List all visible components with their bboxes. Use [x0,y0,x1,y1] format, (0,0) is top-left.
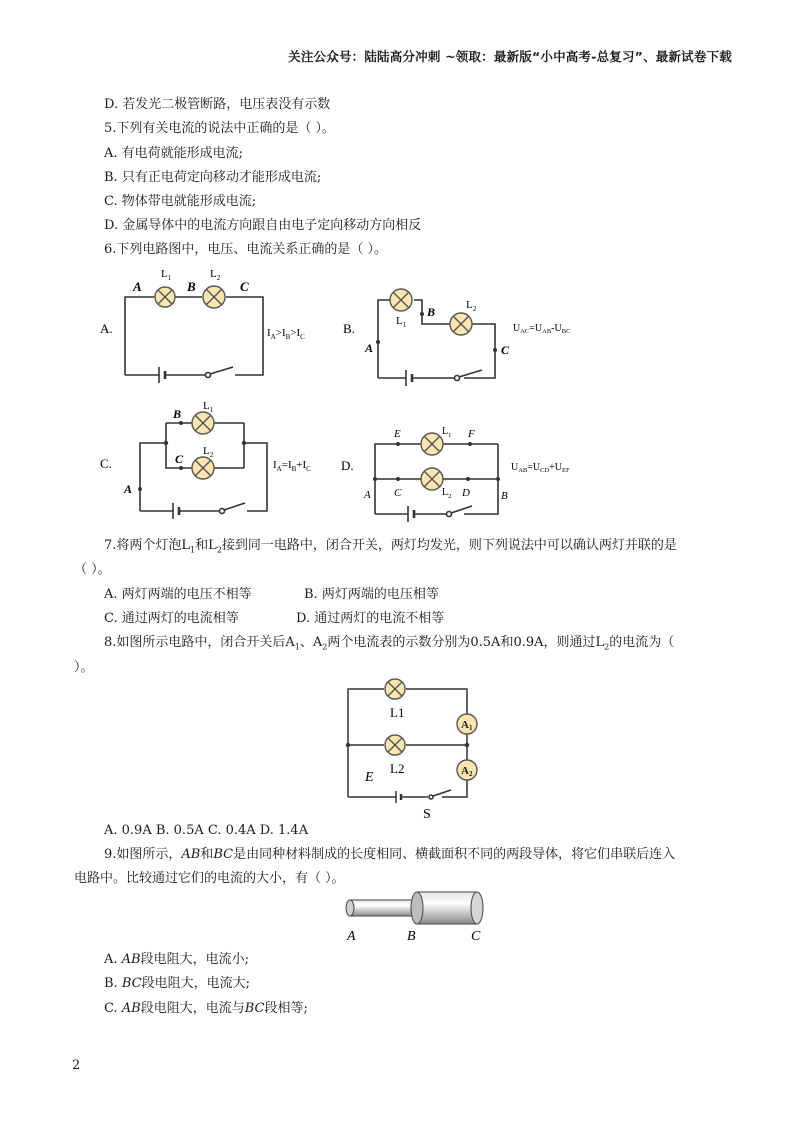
page-number: 2 [72,1058,81,1073]
lamp-l1-label: $L_1$ [396,315,407,329]
lamp-l1-icon [155,287,175,307]
page-header: 关注公众号：陆陆高分冲刺 ~领取：最新版“小中高考-总复习”、最新试卷下载 [288,49,732,64]
node-c: C [394,487,402,499]
circuit-figure-c [95,397,355,527]
q7-option-d: D. 通过两灯的电流不相等 [296,611,445,626]
lamp-l1-icon [385,679,405,699]
switch-label: S [423,807,431,820]
lamp-l2-icon [450,313,472,335]
lamp-l2-label: L2 [390,761,405,776]
option-label: C. [100,456,112,471]
circuit-figure-a [95,265,325,390]
svg-text:A2: A2 [461,765,473,778]
q7-stem-cont: （ ）。 [74,562,111,577]
lamp-l1-label: L1 [390,705,405,720]
q5-option-d: D. 金属导体中的电流方向跟自由电子定向移动方向相反 [104,218,422,233]
option-label: B. [343,321,355,336]
circuit-figure-d [338,422,623,527]
node-e: E [394,428,401,440]
node-c: C [240,279,249,294]
svg-text:A1: A1 [461,719,473,732]
point-b: B [407,929,416,943]
q8-stem-cont: ）。 [74,660,94,675]
relation-b: $U_{AC}=U_{AB}-U_{BC}$ [513,323,571,335]
relation-d: $U_{AB}=U_{CD}+U_{EF}$ [511,462,570,474]
q9-option-b: B. BC段电阻大，电流大; [104,976,250,991]
q9-stem: 9.如图所示，AB和BC是由同种材料制成的长度相同、横截面积不同的两段导体，将它们串联后连入 [104,847,676,862]
node-d: D [462,487,470,499]
q5-option-a: A. 有电荷就能形成电流; [104,146,244,161]
q9-option-c: C. AB段电阻大，电流与BC段相等; [104,1001,308,1016]
lamp-l1-label: $L_1$ [161,268,172,282]
lamp-l1-icon [192,412,214,434]
ammeter-a1-icon [457,714,477,734]
q5-option-b: B. 只有正电荷定向移动才能形成电流; [104,170,322,185]
lamp-l1-label: $L_1$ [203,400,214,414]
lamp-l1-icon [390,289,412,311]
lamp-l2-label: $L_2$ [466,299,477,313]
lamp-l2-icon [203,286,225,308]
node-b: B [427,305,436,319]
thick-segment-bc [411,892,483,924]
node-b: B [173,407,182,421]
q7-option-b: B. 两灯两端的电压相等 [304,587,439,602]
lamp-l2-icon [421,468,443,490]
q8-stem: 8.如图所示电路中，闭合开关后$A_1$、$A_2$两个电流表的示数分别为0.5A和0.9A，则通过$L_2$的电流为（ [104,635,675,652]
circuit-figure-b [338,280,618,395]
lamp-l2-icon [385,735,405,755]
node-b: B [501,490,508,502]
q7-option-c: C. 通过两灯的电流相等 [104,611,239,626]
q5-option-c: C. 物体带电就能形成电流; [104,194,257,209]
q8-options: A. 0.9A B. 0.5A C. 0.4A D. 1.4A [104,823,309,838]
q6-stem: 6.下列电路图中，电压、电流关系正确的是（ ）。 [104,242,388,257]
node-f: F [468,428,475,440]
option-label: A. [100,321,113,336]
relation-c: $I_A=I_B+I_C$ [273,459,311,473]
lamp-l1-icon [421,433,443,455]
node-a: A [133,279,142,294]
thin-segment-ab [346,900,420,916]
lamp-l2-label: $L_2$ [210,268,221,282]
relation-a: $I_A>I_B>I_C$ [267,327,305,341]
q9-option-a: A. AB段电阻大，电流小; [104,952,250,967]
q7-stem: 7.将两个灯泡$L_1$和$L_2$接到同一电路中，闭合开关，两灯均发光，则下列说法中可以确认两灯并联的是 [104,538,677,555]
q5-stem: 5.下列有关电流的说法中正确的是（ ）。 [104,121,336,136]
battery-label: E [365,770,374,785]
q7-option-a: A. 两灯两端的电压不相等 [104,587,252,602]
lamp-l1-label: $L_1$ [442,426,452,439]
lamp-l2-label: $L_2$ [203,445,214,459]
conductor-figure-q9 [335,888,495,943]
node-a: A [364,489,371,501]
node-c: C [175,452,184,466]
lamp-l2-label: $L_2$ [442,487,452,500]
point-c: C [471,929,481,943]
circuit-figure-q8 [335,675,495,820]
lamp-l2-icon [192,457,214,479]
point-a: A [347,929,356,943]
option-label: D. [341,458,354,473]
ammeter-a2-icon [457,760,477,780]
node-a: A [124,482,133,496]
q9-stem-cont: 电路中。比较通过它们的电流的大小，有（ ）。 [74,871,345,886]
node-a: A [365,341,374,355]
node-c: C [501,343,510,357]
node-b: B [187,279,196,294]
q4-option-d: D. 若发光二极管断路，电压表没有示数 [104,97,331,112]
